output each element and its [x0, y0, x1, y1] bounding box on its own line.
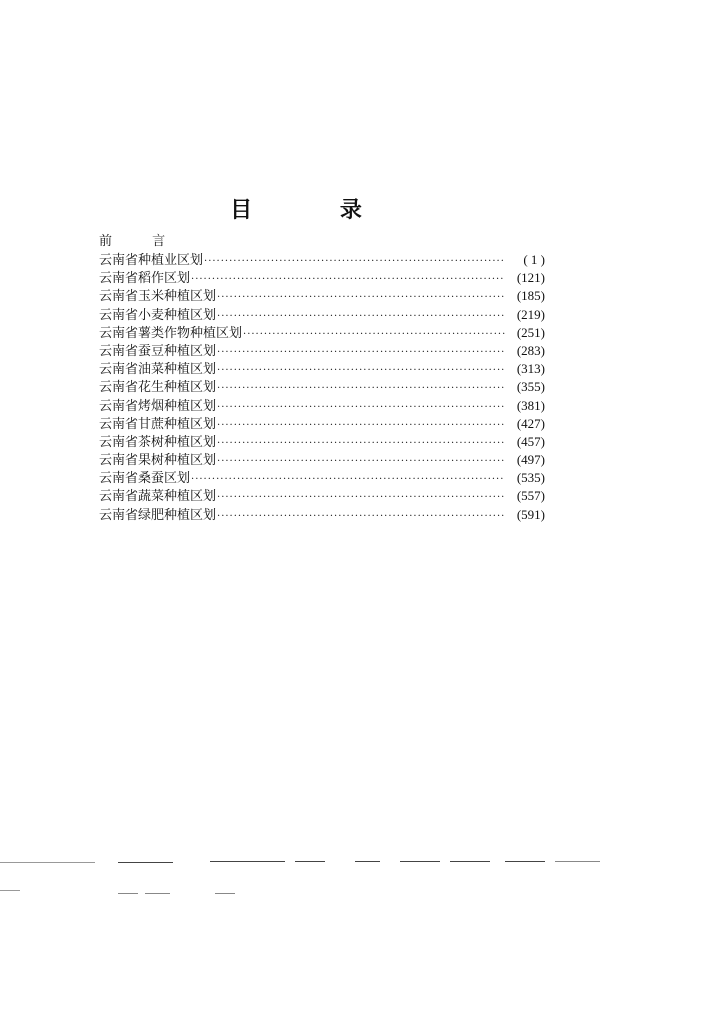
toc-entry-page: (313): [516, 361, 545, 377]
toc-entry-page: (497): [516, 452, 545, 468]
toc-leader-dots: [191, 271, 505, 289]
toc-leader-dots: [217, 362, 505, 380]
toc-entry: [99, 378, 545, 396]
toc-leader-dots: [217, 435, 505, 453]
toc-entry-page: (557): [516, 488, 545, 504]
page-title: 目 录: [230, 198, 402, 223]
toc-entry-page: (185): [516, 288, 545, 304]
toc-entry-title: 云南省稻作区划: [99, 271, 191, 287]
toc-leader-dots: [217, 489, 505, 507]
toc-entry-title: 云南省花生种植区划: [99, 380, 217, 396]
toc-entry-title: 云南省甘蔗种植区划: [99, 416, 217, 432]
toc-entry-page: ( 1 ): [523, 252, 545, 267]
toc-entry: [99, 251, 545, 269]
toc-entry-title: 云南省桑蚕区划: [99, 471, 191, 487]
toc-entry: [99, 469, 545, 487]
toc-entry-title: 云南省绿肥种植区划: [99, 507, 217, 523]
toc-entry-title: 云南省蚕豆种植区划: [99, 343, 217, 359]
toc-entry-page: (283): [516, 342, 545, 358]
preface-entry: 前 言: [99, 234, 184, 249]
scan-artifact-line: [505, 861, 545, 862]
scan-artifact-line: [215, 893, 235, 894]
toc-entry: [99, 287, 545, 305]
scan-artifact-line: [118, 893, 138, 894]
toc-entry: [99, 506, 545, 524]
toc-entry-page: (355): [516, 379, 545, 395]
toc-leader-dots: [191, 471, 505, 489]
toc-entry-title: 云南省蔬菜种植区划: [99, 489, 217, 505]
toc-entry-page: (457): [516, 433, 545, 449]
toc-entry-page: (381): [516, 397, 545, 413]
toc-entry: [99, 306, 545, 324]
scan-artifact-line: [0, 862, 95, 863]
toc-entry-title: 云南省烤烟种植区划: [99, 398, 217, 414]
toc-entries: [99, 251, 545, 524]
toc-entry: [99, 451, 545, 469]
toc-entry-title: 云南省种植业区划: [99, 253, 204, 268]
toc-entry: [99, 342, 545, 360]
toc-entry: [99, 397, 545, 415]
toc-entry-page: (219): [516, 306, 545, 322]
toc-entry: [99, 415, 545, 433]
toc-entry-page: (427): [516, 415, 545, 431]
scan-artifact-line: [210, 861, 285, 862]
toc-entry: [99, 487, 545, 505]
toc-entry-page: (535): [516, 470, 545, 486]
toc-leader-dots: [204, 253, 505, 271]
scan-artifact-line: [295, 861, 325, 862]
toc-entry-title: 云南省茶树种植区划: [99, 434, 217, 450]
toc-entry: [99, 433, 545, 451]
toc-entry-page: (591): [516, 506, 545, 522]
toc-leader-dots: [217, 417, 505, 435]
toc-entry-title: 云南省薯类作物种植区划: [99, 325, 243, 341]
toc-entry: [99, 360, 545, 378]
toc-entry-page: (121): [516, 270, 545, 286]
toc-leader-dots: [217, 289, 505, 307]
toc-entry: [99, 324, 545, 342]
toc-leader-dots: [217, 399, 505, 417]
toc-leader-dots: [217, 308, 505, 326]
toc-entry-title: 云南省油菜种植区划: [99, 362, 217, 378]
toc-entry: [99, 269, 545, 287]
toc-leader-dots: [217, 380, 505, 398]
toc-entry-title: 云南省玉米种植区划: [99, 289, 217, 305]
scan-artifact-line: [118, 862, 173, 863]
toc-entry-title: 云南省小麦种植区划: [99, 307, 217, 323]
toc-leader-dots: [243, 326, 505, 344]
table-of-contents: [99, 232, 545, 524]
toc-leader-dots: [217, 508, 505, 526]
scan-artifact-line: [555, 861, 600, 862]
toc-leader-dots: [217, 344, 505, 362]
toc-entry-title: 云南省果树种植区划: [99, 453, 217, 469]
scan-artifact-line: [400, 861, 440, 862]
scan-artifact-line: [355, 861, 380, 862]
toc-leader-dots: [217, 453, 505, 471]
toc-entry-page: (251): [516, 324, 545, 340]
scan-artifact-line: [0, 890, 20, 891]
scan-artifact-line: [145, 893, 170, 894]
scan-artifact-line: [450, 861, 490, 862]
